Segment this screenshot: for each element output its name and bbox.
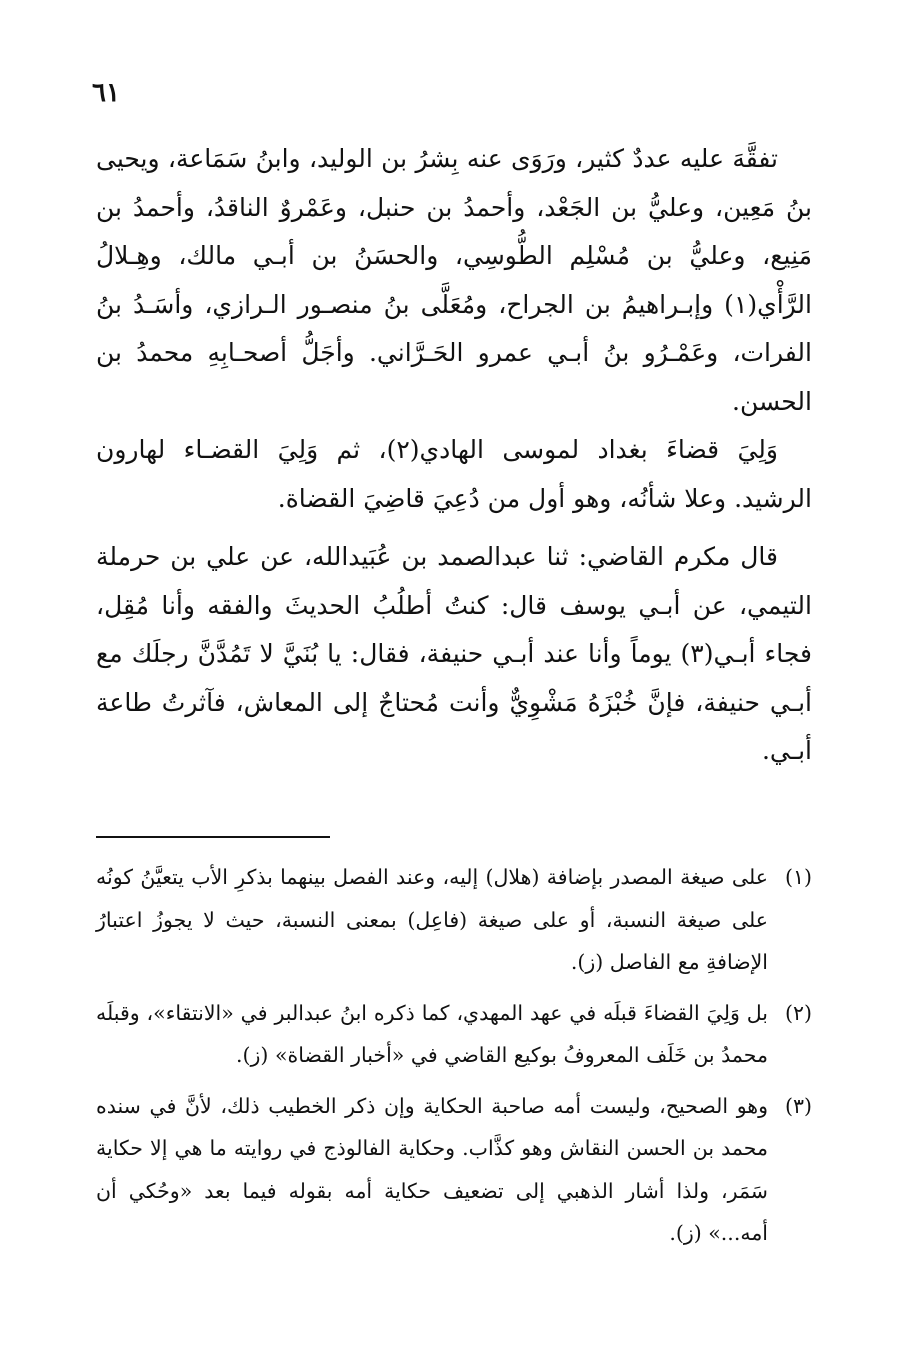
footnote-text: بل وَلِيَ القضاءَ قبلَه في عهد المهدي، كما ذكره ابنُ عبدالبر في «الانتقاء»، وقبلَه محمدُ بن خَلَف المعروفُ بوكيع القاضي في «أخبار القضاة» (ز). bbox=[96, 1000, 768, 1067]
main-text bbox=[96, 135, 812, 776]
footnote-1 bbox=[96, 856, 812, 984]
page-number: ٦١ bbox=[92, 78, 120, 108]
paragraph-anecdote: قال مكرم القاضي: ثنا عبدالصمد بن عُبَيدالله، عن علي بن حرملة التيمي، عن أبـي يوسف قال: كنتُ أطلُبُ الحديثَ والفقه وأنا مُقِل، فجاء أبـي(٣) يوماً وأنا عند أبـي حنيفة، فقال: يا بُنَيَّ لا تَمُدَّنَّ رجلَك مع أبـي حنيفة، فإنَّ خُبْزَهُ مَشْوِيٌّ وأنت مُحتاجٌ إلى المعاش، فآثرتُ طاعة أبـي. bbox=[96, 542, 812, 765]
footnote-text: وهو الصحيح، وليست أمه صاحبة الحكاية وإن ذكر الخطيب ذلك، لأنَّ في سنده محمد بن الحسن النقاش وهو كذَّاب. وحكاية الفالوذج في روايته ما هي إلا حكاية سَمَر، ولذا أشار الذهبي إلى تضعيف حكاية أمه بقوله فيما بعد «وحُكي أن أمه...» (ز). bbox=[96, 1093, 768, 1245]
footnotes bbox=[96, 856, 812, 1263]
footnote-text: على صيغة المصدر بإضافة (هلال) إليه، وعند الفصل بينهما بذكرِ الأب يتعيَّنُ كونُه على صيغة النسبة، أو على صيغة (فاعِل) بمعنى النسبة، حيث لا يجوزُ اعتبارُ الإضافةِ مع الفاصل (ز). bbox=[96, 865, 768, 974]
footnote-number: (٣) bbox=[784, 1093, 812, 1118]
footnote-3 bbox=[96, 1085, 812, 1255]
footnote-divider bbox=[96, 836, 330, 838]
footnote-number: (١) bbox=[784, 865, 812, 889]
paragraph-judgeship: وَلِيَ قضاءَ بغداد لموسى الهادي(٢)، ثم وَلِيَ القضـاء لهارون الرشيد. وعلا شأنُه، وهو أول من دُعِيَ قاضِيَ القضاة. bbox=[96, 435, 812, 513]
footnote-number: (٢) bbox=[784, 1000, 812, 1025]
paragraph-students: تفقَّهَ عليه عددٌ كثير، ورَوَى عنه بِشرُ بن الوليد، وابنُ سَمَاعة، ويحيى بنُ مَعِين، وعليُّ بن الجَعْد، وأحمدُ بن حنبل، وعَمْروٌ الناقدُ، وأحمدُ بن مَنِيع، وعليُّ بن مُسْلِم الطُّوسِي، والحسَنُ بن أبـي مالك، وهِـلالُ الرَّأْي(١) وإبـراهيمُ بن الجراح، ومُعَلَّى بنُ منصـور الـرازي، وأسَـدُ بنُ الفرات، وعَمْـرُو بنُ أبـي عمرو الحَـرَّاني. وأجَلُّ أصحـابِهِ محمدُ بن الحسن. bbox=[96, 144, 813, 416]
footnote-2 bbox=[96, 992, 812, 1077]
